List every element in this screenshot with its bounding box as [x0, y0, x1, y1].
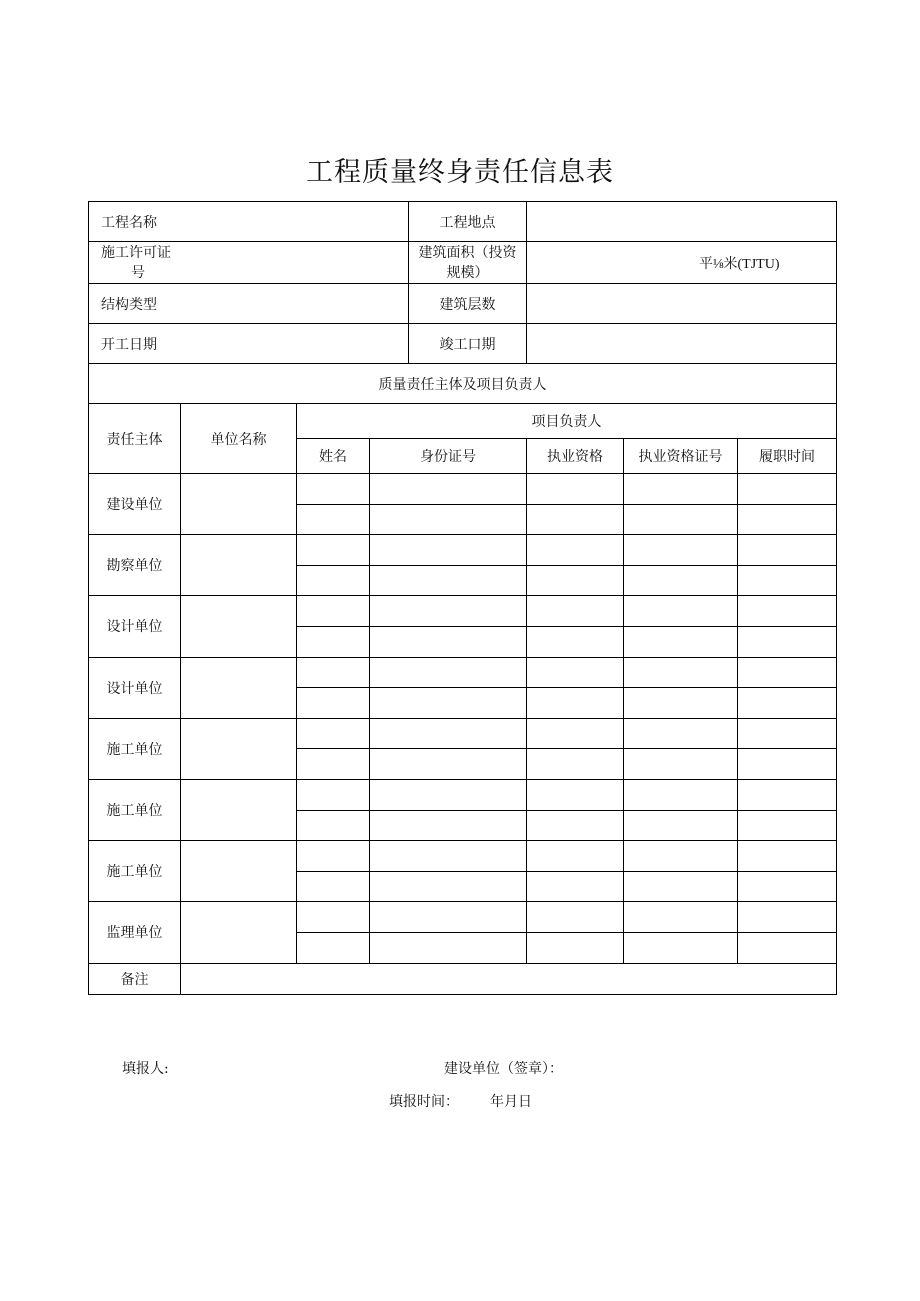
section-title: 质量责任主体及项目负责人	[89, 364, 837, 404]
floors-field	[527, 284, 837, 324]
page-title: 工程质量终身责任信息表	[306, 157, 614, 188]
duty-time-cell	[738, 871, 837, 902]
qualification-cell	[527, 688, 624, 719]
subject-row	[89, 596, 837, 627]
header-cert-no: 执业资格证号	[624, 439, 738, 474]
completion-date-field	[527, 324, 837, 364]
name-cell	[297, 626, 370, 657]
remark-label: 备注	[89, 963, 181, 994]
duty-time-cell	[738, 810, 837, 841]
qualification-cell	[527, 841, 624, 872]
permit-label-line1: 施工许可证	[101, 244, 171, 261]
subject-label: 设计单位	[89, 596, 181, 657]
cert-no-cell	[624, 871, 738, 902]
area-label	[409, 242, 527, 284]
qualification-cell	[527, 810, 624, 841]
subject-label: 建设单位	[89, 474, 181, 535]
id-cell	[370, 474, 527, 505]
id-cell	[370, 932, 527, 963]
id-cell	[370, 535, 527, 566]
subject-label: 监理单位	[89, 902, 181, 963]
name-cell	[297, 565, 370, 596]
project-location-label: 工程地点	[409, 202, 527, 242]
subject-row	[89, 779, 837, 810]
cert-no-cell	[624, 749, 738, 780]
structure-label: 结构类型	[89, 284, 409, 324]
qualification-cell	[527, 657, 624, 688]
duty-time-cell	[738, 626, 837, 657]
name-cell	[297, 932, 370, 963]
header-id: 身份证号	[370, 439, 527, 474]
fill-date-label: 年月日	[490, 1094, 532, 1110]
id-cell	[370, 657, 527, 688]
header-subject: 责任主体	[89, 404, 181, 474]
id-cell	[370, 626, 527, 657]
subject-row	[89, 718, 837, 749]
unit-name-cell	[181, 657, 297, 718]
cert-no-cell	[624, 535, 738, 566]
duty-time-cell	[738, 596, 837, 627]
unit-name-cell	[181, 474, 297, 535]
duty-time-cell	[738, 779, 837, 810]
cert-no-cell	[624, 718, 738, 749]
name-cell	[297, 841, 370, 872]
duty-time-cell	[738, 841, 837, 872]
permit-label-line2: 号	[131, 264, 145, 281]
id-cell	[370, 841, 527, 872]
cert-no-cell	[624, 565, 738, 596]
cert-no-cell	[624, 810, 738, 841]
qualification-cell	[527, 626, 624, 657]
qualification-cell	[527, 565, 624, 596]
cert-no-cell	[624, 932, 738, 963]
duty-time-cell	[738, 657, 837, 688]
qualification-cell	[527, 535, 624, 566]
id-cell	[370, 504, 527, 535]
unit-name-cell	[181, 596, 297, 657]
name-cell	[297, 504, 370, 535]
unit-seal-label: 建设单位（签章）：	[444, 1061, 563, 1077]
filler-label: 填报人:	[122, 1061, 169, 1077]
qualification-cell	[527, 596, 624, 627]
unit-name-cell	[181, 841, 297, 902]
name-cell	[297, 474, 370, 505]
info-table	[88, 201, 837, 995]
id-cell	[370, 688, 527, 719]
name-cell	[297, 535, 370, 566]
area-label-line1: 建筑面积（投资	[418, 244, 517, 261]
id-cell	[370, 565, 527, 596]
start-date-label: 开工日期	[89, 324, 409, 364]
area-label-line2: 规模）	[446, 264, 489, 281]
cert-no-cell	[624, 657, 738, 688]
qualification-cell	[527, 871, 624, 902]
name-cell	[297, 657, 370, 688]
subject-row	[89, 657, 837, 688]
id-cell	[370, 718, 527, 749]
fill-time-label: 填报时间：	[389, 1094, 459, 1110]
name-cell	[297, 688, 370, 719]
area-value: 平⅛米(TJTU)	[527, 242, 837, 284]
header-duty-time: 履职时间	[738, 439, 837, 474]
id-cell	[370, 779, 527, 810]
duty-time-cell	[738, 902, 837, 933]
cert-no-cell	[624, 841, 738, 872]
project-name-label: 工程名称	[89, 202, 409, 242]
cert-no-cell	[624, 474, 738, 505]
cert-no-cell	[624, 504, 738, 535]
unit-name-cell	[181, 902, 297, 963]
name-cell	[297, 902, 370, 933]
completion-date-label: 竣工口期	[409, 324, 527, 364]
duty-time-cell	[738, 535, 837, 566]
name-cell	[297, 779, 370, 810]
unit-name-cell	[181, 718, 297, 779]
name-cell	[297, 810, 370, 841]
unit-name-cell	[181, 535, 297, 596]
qualification-cell	[527, 474, 624, 505]
duty-time-cell	[738, 688, 837, 719]
id-cell	[370, 902, 527, 933]
name-cell	[297, 749, 370, 780]
duty-time-cell	[738, 932, 837, 963]
duty-time-cell	[738, 474, 837, 505]
name-cell	[297, 596, 370, 627]
name-cell	[297, 871, 370, 902]
subject-label: 施工单位	[89, 718, 181, 779]
name-cell	[297, 718, 370, 749]
header-name: 姓名	[297, 439, 370, 474]
header-project-leader: 项目负责人	[297, 404, 837, 439]
unit-name-cell	[181, 779, 297, 840]
floors-label: 建筑层数	[409, 284, 527, 324]
cert-no-cell	[624, 626, 738, 657]
permit-label	[89, 242, 409, 284]
header-unit-name: 单位名称	[181, 404, 297, 474]
subject-row	[89, 535, 837, 566]
qualification-cell	[527, 902, 624, 933]
id-cell	[370, 749, 527, 780]
subject-row	[89, 902, 837, 933]
id-cell	[370, 871, 527, 902]
qualification-cell	[527, 779, 624, 810]
cert-no-cell	[624, 688, 738, 719]
id-cell	[370, 596, 527, 627]
remark-field	[181, 963, 837, 994]
qualification-cell	[527, 749, 624, 780]
id-cell	[370, 810, 527, 841]
duty-time-cell	[738, 718, 837, 749]
header-qualification: 执业资格	[527, 439, 624, 474]
subject-row	[89, 474, 837, 505]
duty-time-cell	[738, 504, 837, 535]
qualification-cell	[527, 718, 624, 749]
subject-label: 施工单位	[89, 841, 181, 902]
subject-label: 施工单位	[89, 779, 181, 840]
subject-label: 设计单位	[89, 657, 181, 718]
qualification-cell	[527, 504, 624, 535]
subject-label: 勘察单位	[89, 535, 181, 596]
duty-time-cell	[738, 749, 837, 780]
subject-row	[89, 841, 837, 872]
subject-rows	[89, 474, 837, 964]
cert-no-cell	[624, 779, 738, 810]
cert-no-cell	[624, 902, 738, 933]
project-location-field	[527, 202, 837, 242]
duty-time-cell	[738, 565, 837, 596]
cert-no-cell	[624, 596, 738, 627]
qualification-cell	[527, 932, 624, 963]
